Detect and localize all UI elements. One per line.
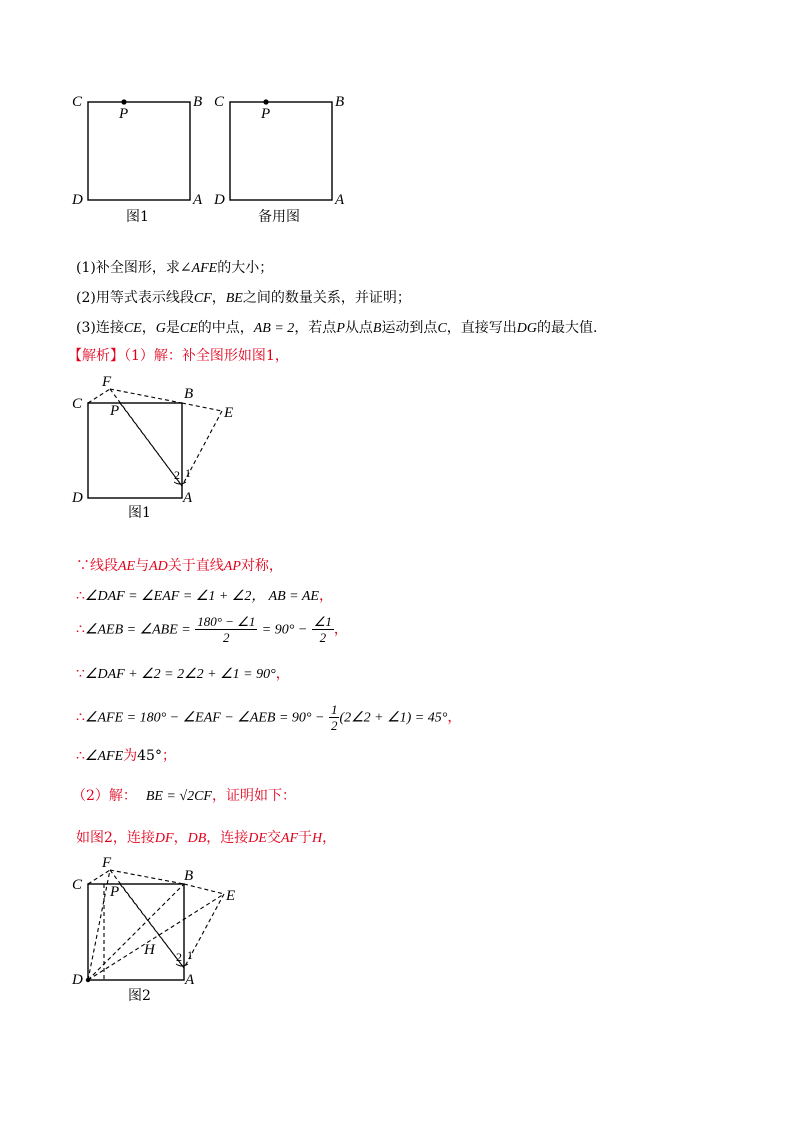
seg-fb	[110, 870, 184, 884]
label-f: F	[102, 855, 112, 871]
label-p: P	[119, 106, 129, 122]
label-d: D	[214, 192, 225, 208]
label-c: C	[72, 396, 83, 412]
t: 如图2，连接	[76, 830, 155, 846]
q3-t8: ，直接写出	[446, 320, 517, 336]
therefore: ∴	[76, 588, 85, 604]
relation: BE = √2CF	[145, 789, 212, 804]
eq: ∠DAF + ∠2 = 2∠2 + ∠1 = 90°	[84, 667, 276, 682]
db: DB	[187, 831, 207, 846]
caption-spare: 备用图	[258, 209, 300, 225]
q2-cf: CF	[193, 291, 212, 306]
label-a: A	[183, 490, 193, 506]
t: 为	[123, 748, 138, 764]
ae: AE	[118, 559, 136, 574]
q3-b: B	[372, 321, 382, 336]
q3-dg: DG	[516, 321, 538, 336]
t: ，	[447, 709, 462, 726]
q3-t6: 从点	[344, 320, 373, 336]
t: ，	[318, 588, 333, 604]
caption-fig1: 图1	[126, 209, 149, 225]
q3-t1: (3)连接	[76, 320, 124, 336]
q3-t7: 运动到点	[381, 320, 438, 336]
label-d: D	[72, 972, 83, 988]
eq2: = 90° −	[261, 622, 308, 638]
q2-suffix: 之间的数量关系，并证明；	[242, 290, 411, 306]
t: （2）解：	[72, 788, 137, 804]
label-p: P	[261, 106, 271, 122]
q1-suffix: 的大小；	[217, 260, 274, 276]
q3-ce: CE	[123, 321, 142, 336]
t: ，	[173, 830, 188, 846]
q3-p: P	[336, 321, 345, 336]
de: DE	[248, 831, 267, 846]
label-a: A	[335, 192, 345, 208]
therefore: ∴	[76, 621, 85, 638]
t: ，	[275, 666, 290, 682]
q2-be: BE	[225, 291, 243, 306]
q3-ce2: CE	[179, 321, 198, 336]
label-e: E	[224, 405, 234, 421]
label-d: D	[72, 192, 83, 208]
seg-df	[88, 870, 110, 980]
label-e: E	[226, 888, 236, 904]
label-p: P	[110, 884, 120, 900]
df: DF	[154, 831, 174, 846]
eq2: (2∠2 + ∠1) = 45°	[339, 710, 448, 726]
q1-expr: AFE	[191, 261, 218, 276]
t: 与	[135, 558, 150, 574]
label-b: B	[193, 94, 203, 110]
seg-be	[184, 884, 224, 894]
label-a: A	[193, 192, 203, 208]
q3-t3: 是	[165, 320, 180, 336]
num: ∠1	[313, 614, 332, 629]
den: 2	[223, 630, 230, 645]
label-angle-2: 2	[176, 950, 182, 964]
label-angle-1: 1	[187, 948, 193, 962]
because: ∵	[76, 666, 85, 682]
label-d: D	[72, 490, 83, 506]
t: 于	[298, 830, 313, 846]
q3-t9: 的最大值.	[537, 320, 598, 336]
label-p: P	[110, 403, 120, 419]
q3-ab: AB = 2	[253, 321, 295, 336]
t: 交	[266, 830, 281, 846]
eq: ∠DAF = ∠EAF = ∠1 + ∠2， AB = AE	[84, 589, 319, 604]
t: ；	[161, 748, 176, 764]
value: 45°	[137, 748, 162, 764]
point-d	[86, 978, 90, 982]
label-b: B	[335, 94, 345, 110]
den: 2	[330, 718, 338, 733]
jiexi-tag: 【解析】	[68, 348, 124, 364]
therefore: ∴	[76, 748, 85, 764]
q1-text: (1)补全图形，求∠	[76, 260, 192, 276]
q3-t4: 的中点，	[197, 320, 254, 336]
label-a: A	[185, 972, 195, 988]
t: ∵线段	[76, 558, 118, 574]
ad: AD	[149, 559, 168, 574]
t: ，证明如下：	[211, 788, 296, 804]
q2-text: (2)用等式表示线段	[76, 290, 194, 306]
seg-de	[88, 894, 224, 980]
label-b: B	[184, 868, 194, 884]
eq: ∠AFE = 180° − ∠EAF − ∠AEB = 90° −	[84, 710, 325, 726]
t: 对称，	[240, 558, 283, 574]
q3-t2: ，	[141, 320, 156, 336]
den: 2	[319, 630, 327, 645]
t: ，	[322, 830, 337, 846]
caption-sol-fig1: 图1	[128, 505, 151, 521]
t: 关于直线	[167, 558, 224, 574]
label-h: H	[144, 942, 155, 958]
ap: AP	[223, 559, 241, 574]
part1-intro: （1）解：补全图形如图1，	[124, 348, 289, 364]
label-c: C	[72, 94, 83, 110]
angle: ∠AFE	[84, 749, 124, 764]
q3-c: C	[437, 321, 447, 336]
label-b: B	[184, 386, 194, 402]
num: 180° − ∠1	[197, 614, 256, 629]
q3-t5: ，若点	[294, 320, 337, 336]
label-angle-2: 2	[174, 468, 180, 482]
q2-sep: ，	[211, 290, 226, 306]
label-c: C	[72, 877, 83, 893]
eq: ∠AEB = ∠ABE =	[84, 622, 191, 638]
seg-cf	[88, 870, 110, 884]
label-f: F	[102, 374, 112, 390]
af: AF	[280, 831, 299, 846]
t: ，	[333, 621, 348, 638]
seg-db	[88, 884, 184, 980]
label-c: C	[214, 94, 225, 110]
t: ，连接	[206, 830, 249, 846]
therefore: ∴	[76, 709, 85, 726]
caption-sol-fig2: 图2	[128, 988, 151, 1004]
label-angle-1: 1	[185, 466, 191, 480]
num: 1	[330, 702, 338, 717]
q3-g: G	[155, 321, 166, 336]
h: H	[312, 831, 323, 846]
